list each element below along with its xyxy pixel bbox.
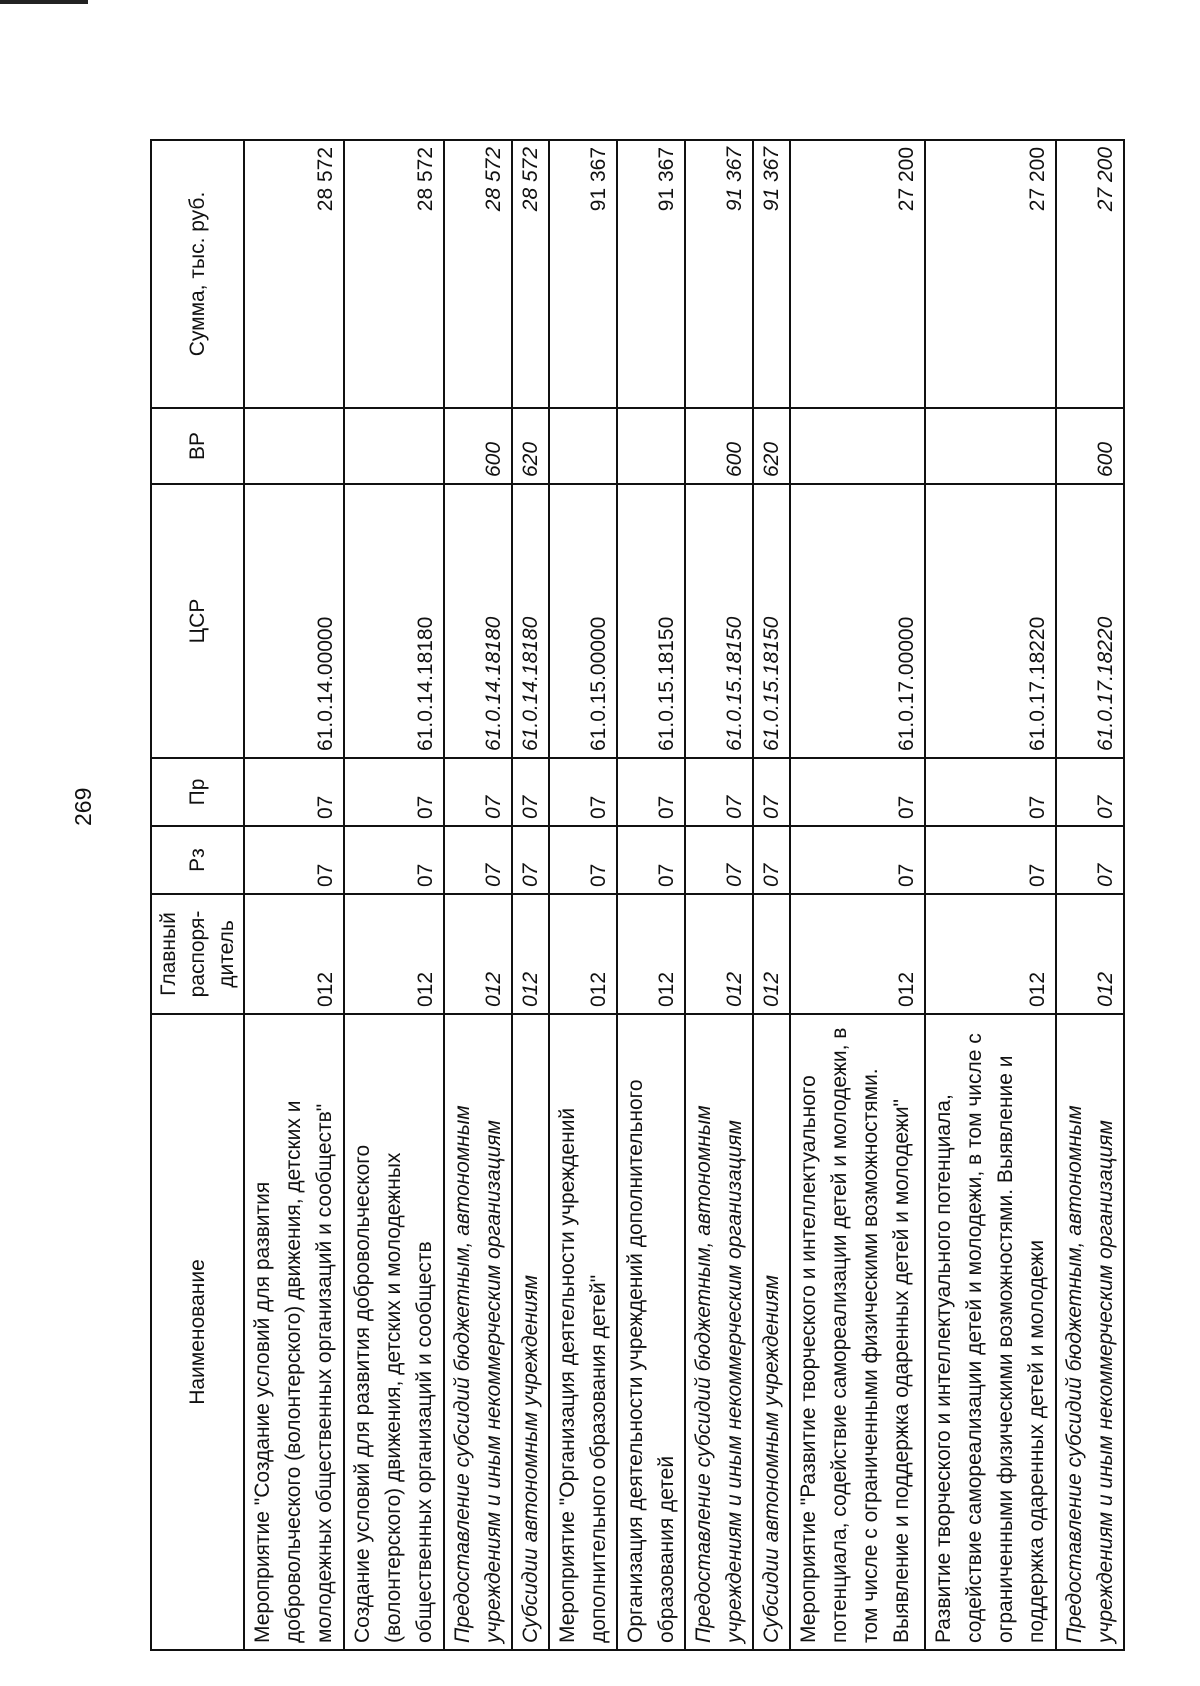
cell-name: Мероприятие "Развитие творческого и интеллектуального потенциала, содействие самореализации детей и молодежи, в том числе с ограниченными физическими возможностями. Выявление и поддержка одаренных детей и молодежи"	[790, 1014, 925, 1650]
cell-name: Предоставление субсидий бюджетным, автономным учреждениям и иным некоммерческим организациям	[1056, 1014, 1124, 1650]
table-row	[685, 140, 753, 1650]
cell-csr: 61.0.15.18150	[685, 484, 753, 758]
cell-vr	[617, 408, 685, 484]
cell-pr: 07	[244, 758, 344, 826]
cell-pr: 07	[549, 758, 617, 826]
scan-corner-mark	[0, 0, 88, 4]
cell-admin: 012	[244, 894, 344, 1014]
cell-vr	[244, 408, 344, 484]
cell-vr: 620	[753, 408, 790, 484]
cell-sum: 91 367	[549, 140, 617, 408]
cell-sum: 28 572	[512, 140, 549, 408]
cell-rz: 07	[685, 826, 753, 894]
table-row	[512, 140, 549, 1650]
table-row	[549, 140, 617, 1650]
cell-vr	[549, 408, 617, 484]
cell-rz: 07	[790, 826, 925, 894]
cell-sum: 28 572	[344, 140, 444, 408]
cell-sum: 91 367	[685, 140, 753, 408]
cell-admin: 012	[444, 894, 512, 1014]
cell-csr: 61.0.14.00000	[244, 484, 344, 758]
cell-admin: 012	[753, 894, 790, 1014]
cell-csr: 61.0.17.00000	[790, 484, 925, 758]
cell-pr: 07	[1056, 758, 1124, 826]
cell-rz: 07	[549, 826, 617, 894]
header-admin: Главный распоря-дитель	[151, 894, 244, 1014]
cell-vr: 600	[444, 408, 512, 484]
cell-name: Развитие творческого и интеллектуального потенциала, содействие самореализации детей и молодежи, в том числе с ограниченными физическими возможностями. Выявление и поддержка одаренных детей и молодежи	[925, 1014, 1056, 1650]
cell-vr	[925, 408, 1056, 484]
cell-pr: 07	[617, 758, 685, 826]
cell-sum: 91 367	[753, 140, 790, 408]
table-row	[1056, 140, 1124, 1650]
cell-name: Создание условий для развития добровольческого (волонтерского) движения, детских и молодежных общественных организаций и сообществ	[344, 1014, 444, 1650]
header-csr: ЦСР	[151, 484, 244, 758]
cell-name: Субсидии автономным учреждениям	[512, 1014, 549, 1650]
cell-rz: 07	[444, 826, 512, 894]
cell-admin: 012	[790, 894, 925, 1014]
cell-sum: 28 572	[244, 140, 344, 408]
cell-pr: 07	[925, 758, 1056, 826]
cell-rz: 07	[344, 826, 444, 894]
cell-sum: 28 572	[444, 140, 512, 408]
cell-sum: 27 200	[1056, 140, 1124, 408]
header-rz: Рз	[151, 826, 244, 894]
cell-rz: 07	[925, 826, 1056, 894]
budget-table	[150, 139, 1125, 1651]
cell-name: Субсидии автономным учреждениям	[753, 1014, 790, 1650]
cell-name: Предоставление субсидий бюджетным, автономным учреждениям и иным некоммерческим организациям	[444, 1014, 512, 1650]
cell-rz: 07	[244, 826, 344, 894]
cell-admin: 012	[1056, 894, 1124, 1014]
table-row	[617, 140, 685, 1650]
cell-csr: 61.0.15.00000	[549, 484, 617, 758]
cell-sum: 27 200	[790, 140, 925, 408]
cell-vr: 600	[685, 408, 753, 484]
table-row	[344, 140, 444, 1650]
table-row	[444, 140, 512, 1650]
cell-csr: 61.0.14.18180	[444, 484, 512, 758]
cell-pr: 07	[512, 758, 549, 826]
cell-csr: 61.0.15.18150	[617, 484, 685, 758]
cell-csr: 61.0.15.18150	[753, 484, 790, 758]
table-row	[244, 140, 344, 1650]
cell-admin: 012	[925, 894, 1056, 1014]
table-row	[753, 140, 790, 1650]
cell-admin: 012	[685, 894, 753, 1014]
cell-csr: 61.0.17.18220	[925, 484, 1056, 758]
cell-sum: 91 367	[617, 140, 685, 408]
cell-pr: 07	[444, 758, 512, 826]
page-number: 269	[70, 787, 96, 826]
cell-admin: 012	[549, 894, 617, 1014]
header-sum: Сумма, тыс. руб.	[151, 140, 244, 408]
cell-admin: 012	[512, 894, 549, 1014]
table-header-row	[151, 140, 244, 1650]
cell-rz: 07	[617, 826, 685, 894]
table-row	[790, 140, 925, 1650]
cell-rz: 07	[512, 826, 549, 894]
header-vr: ВР	[151, 408, 244, 484]
cell-csr: 61.0.17.18220	[1056, 484, 1124, 758]
cell-vr: 600	[1056, 408, 1124, 484]
header-pr: Пр	[151, 758, 244, 826]
cell-rz: 07	[753, 826, 790, 894]
cell-pr: 07	[344, 758, 444, 826]
cell-vr	[344, 408, 444, 484]
cell-name: Организация деятельности учреждений дополнительного образования детей	[617, 1014, 685, 1650]
cell-csr: 61.0.14.18180	[344, 484, 444, 758]
cell-csr: 61.0.14.18180	[512, 484, 549, 758]
cell-pr: 07	[790, 758, 925, 826]
cell-pr: 07	[753, 758, 790, 826]
cell-sum: 27 200	[925, 140, 1056, 408]
cell-vr: 620	[512, 408, 549, 484]
table-row	[925, 140, 1056, 1650]
cell-vr	[790, 408, 925, 484]
cell-pr: 07	[685, 758, 753, 826]
cell-name: Предоставление субсидий бюджетным, автономным учреждениям и иным некоммерческим организациям	[685, 1014, 753, 1650]
rotated-table-container	[150, 141, 1117, 1651]
header-name: Наименование	[151, 1014, 244, 1650]
cell-admin: 012	[344, 894, 444, 1014]
cell-admin: 012	[617, 894, 685, 1014]
cell-name: Мероприятие "Организация деятельности учреждений дополнительного образования детей"	[549, 1014, 617, 1650]
cell-rz: 07	[1056, 826, 1124, 894]
cell-name: Мероприятие "Создание условий для развития добровольческого (волонтерского) движения, детских и молодежных общественных организаций и сообществ"	[244, 1014, 344, 1650]
